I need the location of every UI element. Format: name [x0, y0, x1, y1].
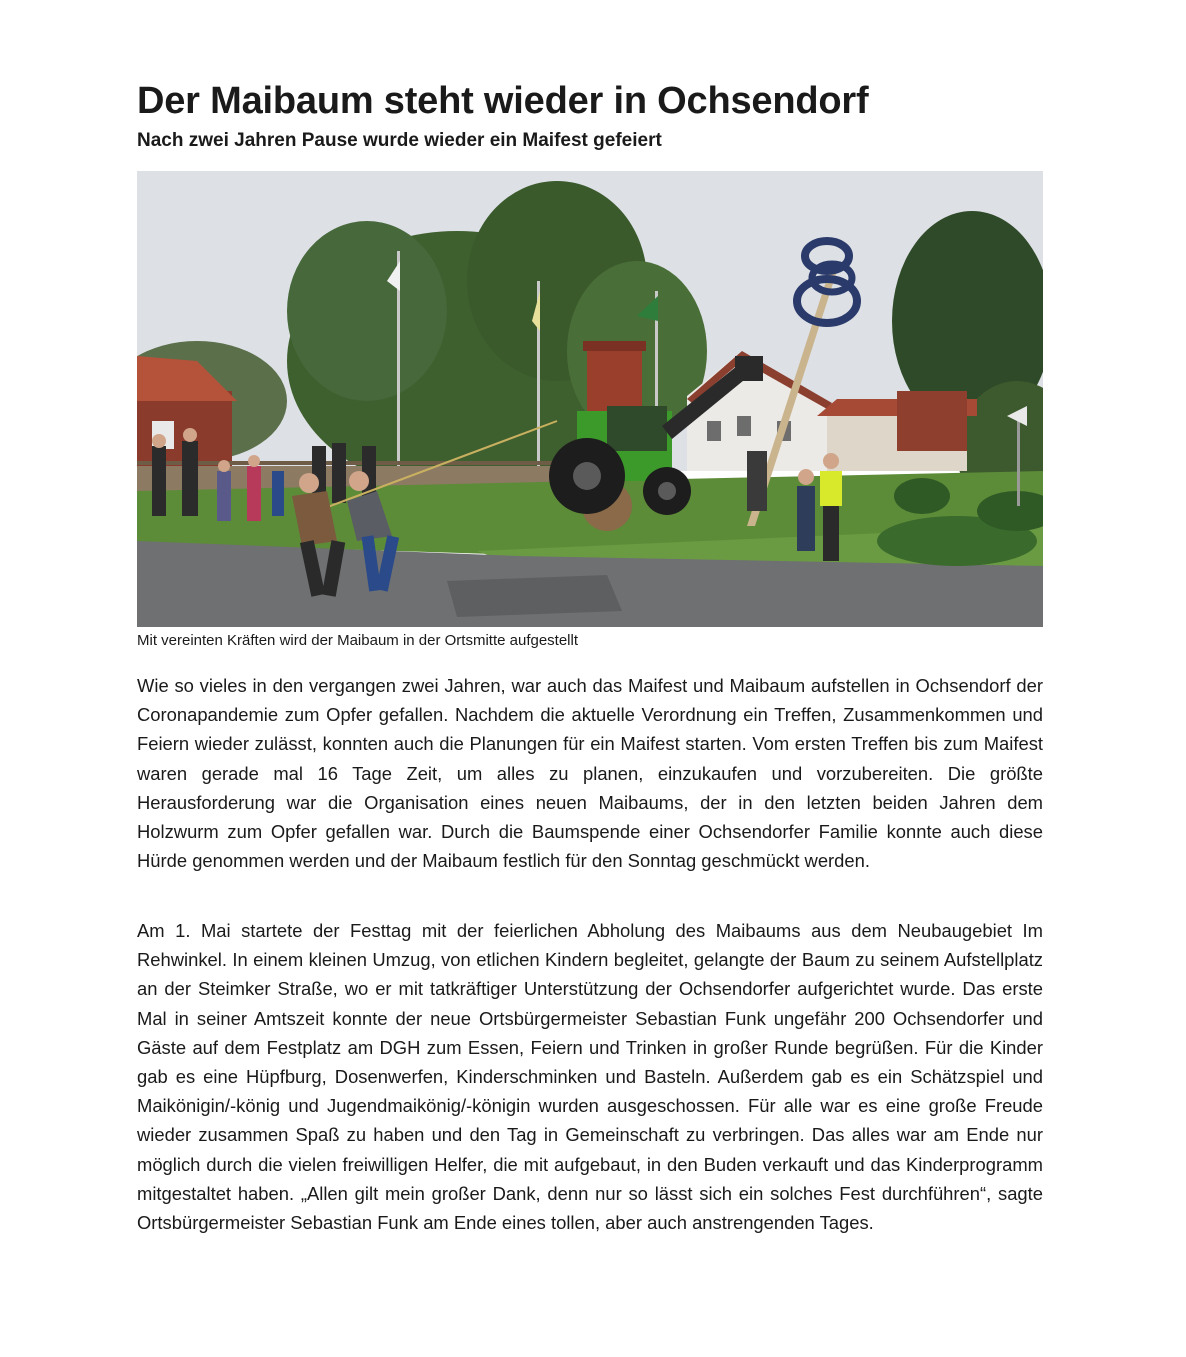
maibaum-photo — [137, 171, 1043, 627]
article-paragraph-1: Wie so vieles in den vergangen zwei Jahren, war auch das Maifest und Maibaum aufstellen in Ochsendorf der Coronapandemie zum Opfer gefallen. Nachdem die aktuelle Verordnung ein Treffen, Zusammenkommen und Feiern wieder zulässt, konnten auch die Planungen für ein Maifest starten. Vom ersten Treffen bis zum Maifest waren gerade mal 16 Tage Zeit, um alles zu planen, einzukaufen und vorzubereiten. Die größte Herausforderung war die Organisation eines neuen Maibaums, der in den letzten beiden Jahren dem Holzwurm zum Opfer gefallen war. Durch die Baumspende einer Ochsendorfer Familie konnte auch diese Hürde genommen werden und der Maibaum festlich für den Sonntag geschmückt werden. — [137, 675, 1043, 872]
article-paragraph-2: Am 1. Mai startete der Festtag mit der feierlichen Abholung des Maibaums aus dem Neubaugebiet Im Rehwinkel. In einem kleinen Umzug, von etlichen Kindern begleitet, gelangte der Baum zu seinem Aufstellplatz an der Steimker Straße, wo er mit tatkräftiger Unterstützung der Ochsendorfer aufgerichtet wurde. Das erste Mal in seiner Amtszeit konnte der neue Ortsbürgermeister Sebastian Funk ungefähr 200 Ochsendorfer und Gäste auf dem Festplatz am DGH zum Essen, Feiern und Trinken in großer Runde begrüßen. Für die Kinder gab es eine Hüpfburg, Dosenwerfen, Kinderschminken und Basteln. Außerdem gab es ein Schätzspiel und Maikönigin/-könig und Jugendmaikönig/-königin wurden ausgeschossen. Für alle war es eine große Freude wieder zusammen Spaß zu haben und den Tag in Gemeinschaft zu verbringen. Das alles war am Ende nur möglich durch die vielen freiwilligen Helfer, die mit aufgebaut, in den Buden verkauft und das Kinderprogramm mitgestaltet haben. „Allen gilt mein großer Dank, denn nur so lässt sich ein solches Fest durchführen“, sagte Ortsbürgermeister Sebastian Funk am Ende eines tollen, aber auch anstrengenden Tages. — [137, 920, 1043, 1234]
article — [137, 78, 1043, 1234]
image-caption: Mit vereinten Kräften wird der Maibaum in der Ortsmitte aufgestellt — [137, 632, 579, 649]
article-title: Der Maibaum steht wieder in Ochsendorf — [137, 80, 869, 122]
article-subtitle: Nach zwei Jahren Pause wurde wieder ein Maifest gefeiert — [137, 130, 662, 151]
